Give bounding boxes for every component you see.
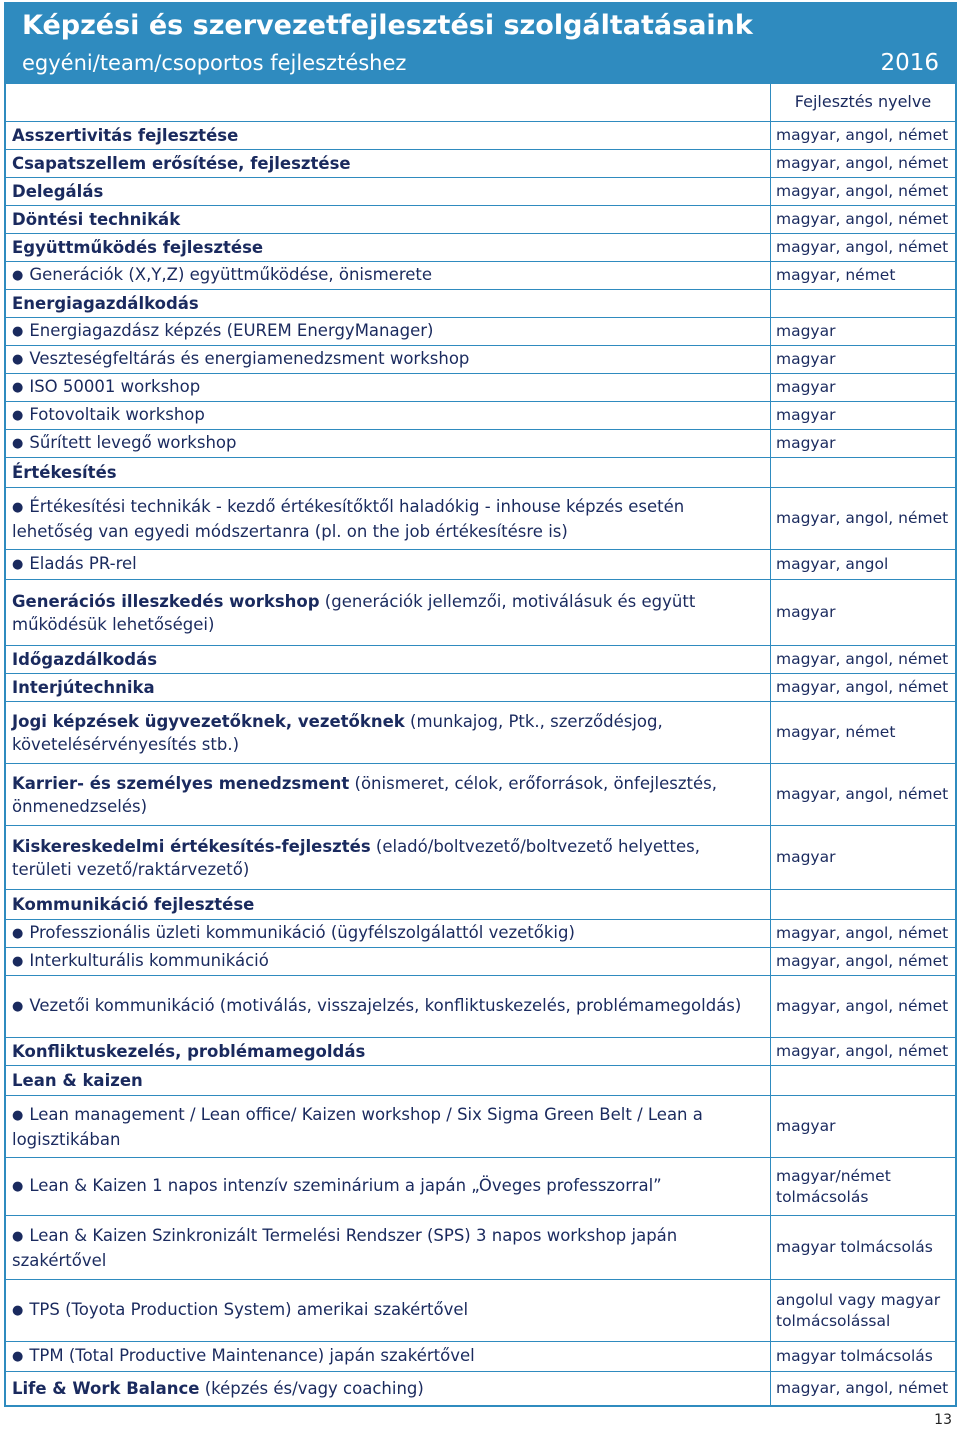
service-cell bbox=[12, 1066, 764, 1095]
service-title bbox=[12, 461, 117, 484]
service-description: TPS (Toyota Production System) amerikai szakértővel bbox=[29, 1300, 469, 1319]
language-column-header: Fejlesztés nyelve bbox=[794, 92, 932, 111]
service-title bbox=[12, 835, 764, 881]
service-title bbox=[12, 292, 199, 315]
service-description: (önismeret, célok, erőforrások, önfejlesztés, önmenedzselés) bbox=[12, 773, 718, 816]
service-subitem bbox=[12, 994, 741, 1019]
table-row bbox=[6, 1157, 955, 1215]
table-row bbox=[6, 975, 955, 1037]
table-row bbox=[6, 763, 955, 825]
language-cell: magyar, angol, német bbox=[776, 650, 949, 668]
service-name: Generációs illeszkedés workshop bbox=[12, 591, 320, 611]
service-subitem bbox=[12, 263, 432, 288]
service-subitem bbox=[12, 1298, 468, 1323]
language-cell: magyar, angol, német bbox=[776, 509, 949, 527]
table-row bbox=[6, 1065, 955, 1095]
language-cell: magyar tolmácsolás bbox=[776, 1347, 933, 1365]
service-cell bbox=[12, 1096, 764, 1157]
table-row bbox=[6, 205, 955, 233]
language-cell: magyar/német tolmácsolás bbox=[776, 1166, 891, 1206]
page-subtitle: egyéni/team/csoportos fejlesztéshez bbox=[22, 51, 407, 75]
page-number: 13 bbox=[934, 1412, 952, 1428]
language-cell bbox=[772, 290, 956, 317]
service-cell bbox=[12, 178, 764, 205]
table-row bbox=[6, 919, 955, 947]
service-subitem bbox=[12, 431, 236, 456]
language-cell: magyar bbox=[776, 603, 836, 621]
language-cell: magyar, angol, német bbox=[776, 924, 949, 942]
language-cell bbox=[772, 1066, 956, 1095]
language-cell: magyar, angol, német bbox=[776, 154, 949, 172]
service-cell bbox=[12, 1038, 764, 1065]
service-title bbox=[12, 1069, 143, 1092]
language-cell: magyar, angol, német bbox=[776, 126, 949, 144]
service-name: Döntési technikák bbox=[12, 210, 181, 229]
language-cell: magyar, német bbox=[776, 723, 896, 741]
service-cell bbox=[12, 826, 764, 889]
service-cell bbox=[12, 948, 764, 975]
table-row bbox=[6, 701, 955, 763]
service-subitem bbox=[12, 495, 764, 543]
table-row bbox=[6, 345, 955, 373]
service-name: Jogi képzések ügyvezetőknek, vezetőknek bbox=[12, 711, 405, 731]
service-cell bbox=[12, 234, 764, 261]
table-row bbox=[6, 1037, 955, 1065]
table-row bbox=[6, 825, 955, 889]
table-row bbox=[6, 149, 955, 177]
language-cell: magyar bbox=[776, 322, 836, 340]
service-cell bbox=[12, 430, 764, 457]
service-description: Veszteségfeltárás és energiamenedzsment workshop bbox=[29, 349, 470, 368]
service-description: Lean management / Lean office/ Kaizen workshop / Six Sigma Green Belt / Lean a logisztikában bbox=[12, 1104, 703, 1149]
service-cell bbox=[12, 488, 764, 549]
table-row bbox=[6, 289, 955, 317]
service-description: Professzionális üzleti kommunikáció (ügyfélszolgálattól vezetőkig) bbox=[29, 923, 575, 942]
service-cell bbox=[12, 290, 764, 317]
service-cell bbox=[12, 580, 764, 645]
service-subitem bbox=[12, 375, 200, 400]
service-cell bbox=[12, 122, 764, 149]
language-cell: magyar, angol, német bbox=[776, 1379, 949, 1397]
table-row bbox=[6, 889, 955, 919]
services-table bbox=[6, 4, 955, 1405]
page-frame bbox=[4, 2, 957, 1407]
table-row bbox=[6, 1215, 955, 1279]
table-row bbox=[6, 549, 955, 579]
service-description: Sűrített levegő workshop bbox=[29, 433, 237, 452]
service-title bbox=[12, 180, 103, 203]
language-cell: magyar, angol, német bbox=[776, 785, 949, 803]
service-description: Értékesítési technikák - kezdő értékesítőktől haladókig - inhouse képzés esetén lehetőség van egyedi módszertanra (pl. on the job értékesítésre is) bbox=[12, 496, 685, 541]
service-title bbox=[12, 236, 263, 259]
service-subitem bbox=[12, 921, 575, 946]
table-row bbox=[6, 487, 955, 549]
table-row bbox=[6, 177, 955, 205]
language-cell: magyar, angol, német bbox=[776, 182, 949, 200]
service-cell bbox=[12, 458, 764, 487]
table-row bbox=[6, 1341, 955, 1371]
table-row bbox=[6, 1279, 955, 1341]
table-row bbox=[6, 121, 955, 149]
table-row bbox=[6, 947, 955, 975]
language-cell: magyar bbox=[776, 406, 836, 424]
service-title bbox=[12, 648, 157, 671]
service-description: (képzés és/vagy coaching) bbox=[199, 1379, 424, 1398]
language-cell: magyar bbox=[776, 434, 836, 452]
language-cell: angolul vagy magyar tolmácsolással bbox=[776, 1290, 941, 1330]
service-subitem bbox=[12, 347, 469, 372]
language-cell: magyar, angol, német bbox=[776, 952, 949, 970]
service-subitem bbox=[12, 1224, 764, 1272]
service-name: Konfliktuskezelés, problémamegoldás bbox=[12, 1042, 366, 1061]
service-name: Együttműködés fejlesztése bbox=[12, 238, 264, 257]
service-cell bbox=[12, 1280, 764, 1341]
service-title bbox=[12, 152, 351, 175]
table-row bbox=[6, 233, 955, 261]
service-description: (munkajog, Ptk., szerződésjog, követelésérvényesítés stb.) bbox=[12, 711, 663, 754]
table-row bbox=[6, 261, 955, 289]
language-cell: magyar bbox=[776, 350, 836, 368]
service-cell bbox=[12, 1372, 764, 1405]
table-row bbox=[6, 579, 955, 645]
service-cell bbox=[12, 1342, 764, 1371]
service-cell bbox=[12, 646, 764, 673]
language-cell: magyar bbox=[776, 1117, 836, 1135]
service-name: Kiskereskedelmi értékesítés-fejlesztés bbox=[12, 836, 371, 856]
service-cell bbox=[12, 318, 764, 345]
language-cell: magyar bbox=[776, 848, 836, 866]
service-description: Lean & Kaizen 1 napos intenzív szeminárium a japán „Öveges professzorral” bbox=[29, 1176, 662, 1195]
service-cell bbox=[12, 1158, 764, 1215]
service-cell bbox=[12, 976, 764, 1037]
service-description: Vezetői kommunikáció (motiválás, visszajelzés, konfliktuskezelés, problémamegoldás) bbox=[29, 996, 742, 1015]
service-title bbox=[12, 124, 238, 147]
language-cell bbox=[772, 890, 956, 919]
language-cell bbox=[772, 458, 956, 487]
service-name: Kommunikáció fejlesztése bbox=[12, 895, 255, 914]
language-cell: magyar, angol, német bbox=[776, 678, 949, 696]
service-subitem bbox=[12, 1344, 475, 1369]
language-cell: magyar, angol, német bbox=[776, 238, 949, 256]
service-cell bbox=[12, 150, 764, 177]
service-name: Life & Work Balance bbox=[12, 1379, 200, 1398]
service-description: Energiagazdász képzés (EUREM EnergyManager) bbox=[29, 321, 434, 340]
table-row bbox=[6, 401, 955, 429]
service-description: Eladás PR-rel bbox=[29, 554, 137, 573]
service-description: Lean & Kaizen Szinkronizált Termelési Rendszer (SPS) 3 napos workshop japán szakértővel bbox=[12, 1225, 678, 1270]
service-cell bbox=[12, 346, 764, 373]
service-cell bbox=[12, 262, 764, 289]
table-row bbox=[6, 373, 955, 401]
service-subitem bbox=[12, 949, 269, 974]
service-name: Időgazdálkodás bbox=[12, 650, 158, 669]
service-title bbox=[12, 590, 764, 636]
service-name: Karrier- és személyes menedzsment bbox=[12, 773, 350, 793]
service-name: Lean & kaizen bbox=[12, 1071, 143, 1090]
service-description: Interkulturális kommunikáció bbox=[29, 951, 269, 970]
service-description: ISO 50001 workshop bbox=[29, 377, 201, 396]
service-name: Értékesítés bbox=[12, 463, 117, 482]
service-cell bbox=[12, 920, 764, 947]
year-label: 2016 bbox=[880, 50, 939, 76]
service-name: Interjútechnika bbox=[12, 678, 155, 697]
service-name: Asszertivitás fejlesztése bbox=[12, 126, 239, 145]
language-cell: magyar, angol, német bbox=[776, 997, 949, 1015]
service-cell bbox=[12, 674, 764, 701]
service-title bbox=[12, 208, 180, 231]
service-subitem bbox=[12, 552, 137, 577]
service-subitem bbox=[12, 1103, 764, 1151]
service-title bbox=[12, 676, 155, 699]
table-row bbox=[6, 645, 955, 673]
service-subitem bbox=[12, 403, 205, 428]
service-cell bbox=[12, 764, 764, 825]
language-cell: magyar, angol bbox=[776, 555, 889, 573]
service-description: (generációk jellemzői, motiválásuk és együtt működésük lehetőségei) bbox=[12, 591, 696, 634]
table-row bbox=[6, 1371, 955, 1405]
service-subitem bbox=[12, 319, 433, 344]
service-description: (eladó/boltvezető/boltvezető helyettes, területi vezető/raktárvezető) bbox=[12, 836, 700, 879]
table-row bbox=[6, 457, 955, 487]
language-cell: magyar bbox=[776, 378, 836, 396]
service-title bbox=[12, 1377, 424, 1400]
service-cell bbox=[12, 702, 764, 763]
service-cell bbox=[12, 1216, 764, 1279]
page-title: Képzési és szervezetfejlesztési szolgáltatásaink bbox=[22, 10, 753, 41]
service-subitem bbox=[12, 1174, 662, 1199]
table-row bbox=[6, 317, 955, 345]
service-cell bbox=[12, 890, 764, 919]
service-title bbox=[12, 772, 764, 818]
service-cell bbox=[12, 206, 764, 233]
service-title bbox=[12, 710, 764, 756]
service-cell bbox=[12, 550, 764, 579]
language-cell: magyar, német bbox=[776, 266, 896, 284]
service-cell bbox=[12, 374, 764, 401]
service-description: Fotovoltaik workshop bbox=[29, 405, 205, 424]
service-name: Csapatszellem erősítése, fejlesztése bbox=[12, 154, 351, 173]
table-row bbox=[6, 429, 955, 457]
language-cell: magyar, angol, német bbox=[776, 1042, 949, 1060]
service-cell bbox=[12, 402, 764, 429]
service-description: Generációk (X,Y,Z) együttműködése, önismerete bbox=[29, 265, 433, 284]
service-description: TPM (Total Productive Maintenance) japán szakértővel bbox=[29, 1346, 475, 1365]
service-title bbox=[12, 1040, 365, 1063]
language-cell: magyar tolmácsolás bbox=[776, 1238, 933, 1256]
table-row bbox=[6, 1095, 955, 1157]
service-name: Delegálás bbox=[12, 182, 104, 201]
service-title bbox=[12, 893, 254, 916]
service-name: Energiagazdálkodás bbox=[12, 294, 199, 313]
table-row bbox=[6, 673, 955, 701]
language-cell: magyar, angol, német bbox=[776, 210, 949, 228]
